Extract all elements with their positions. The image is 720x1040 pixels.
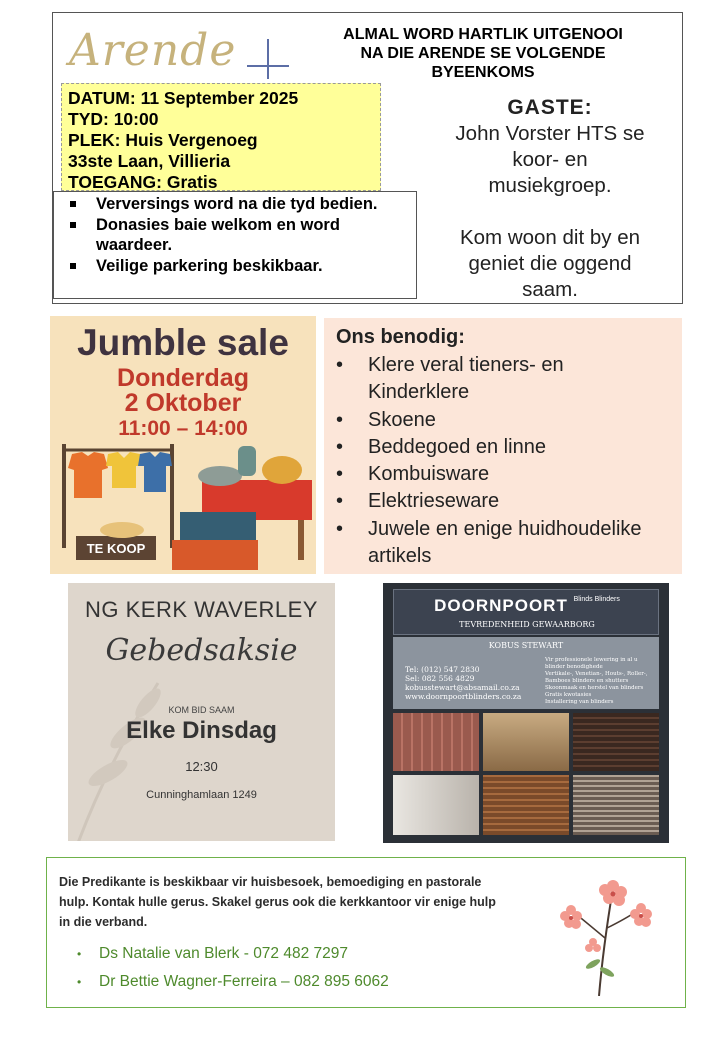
blinds-owner: KOBUS STEWART (488, 641, 564, 650)
needs-list-panel (324, 318, 682, 574)
prayer-day: Elke Dinsdag (126, 717, 277, 744)
jumble-title: Jumble sale (77, 322, 289, 363)
blinds-services: Vir professionele lewering in al u blinder benodighede Vertikale-, Venetian-, Houts-, Roller-, Bamboes blinders en shutters Skoonmaak en herstel van blinders Gratis kwotasies Installering van blinders (545, 657, 648, 705)
pastoral-text: Die Predikante is beskikbaar vir huisbesoek, bemoediging en pastorale hulp. Kontak hulle gerus. Skakel gerus ook die kerkkantoor vir enige hulp in die verband. (59, 875, 496, 929)
meeting-announcement (52, 12, 683, 304)
prayer-poster (68, 583, 335, 841)
pastoral-care-box (46, 857, 686, 1008)
detail-place: PLEK: Huis Vergenoeg (68, 130, 258, 150)
jumble-time: 11:00 – 14:00 (118, 417, 248, 440)
detail-time: TYD: 10:00 (68, 109, 159, 129)
prayer-tagline: KOM BID SAAM (168, 705, 235, 715)
detail-address: 33ste Laan, Villieria (68, 151, 231, 171)
prayer-title: Gebedsaksie (105, 633, 298, 668)
blinds-slogan: TEVREDENHEID GEWAARBORG (459, 620, 595, 629)
flower-illustration (541, 868, 669, 996)
needs-title: Ons benodig: (336, 326, 465, 348)
blinds-contact-card (393, 637, 659, 709)
list-item: • Beddegoed en linne (368, 434, 658, 461)
arende-logo (61, 23, 281, 83)
list-item: • Kombuisware (368, 461, 658, 488)
list-item: • Juwele en enige huidhoudelike artikels (368, 516, 658, 571)
blind-photo (483, 775, 569, 835)
list-item: Veilige parkering beskikbaar. (96, 256, 410, 277)
list-item: • Dr Bettie Wagner-Ferreira – 082 895 6062 (99, 968, 389, 996)
blinds-advert (383, 583, 669, 843)
detail-date: DATUM: 11 September 2025 (68, 88, 299, 108)
blind-photo (573, 713, 659, 771)
meeting-notes (53, 191, 417, 299)
blinds-contacts: Tel: (012) 547 2830 Sel: 082 556 4829 kobusstewart@absamail.co.za www.doornpoortblinders.co.za (405, 665, 522, 701)
jumble-date: Donderdag 2 Oktober (117, 364, 249, 417)
jumble-sale-poster (50, 316, 316, 574)
invitation-heading: ALMAL WORD HARTLIK UITGENOOI NA DIE ARENDE SE VOLGENDE BYEENKOMS (343, 26, 623, 81)
te-koop-sign: TE KOOP (86, 541, 146, 556)
prayer-address: Cunninghamlaan 1249 (146, 789, 257, 801)
guests-title: GASTE: (507, 96, 593, 119)
blinds-brand-small: Blinds Blinders (573, 596, 620, 603)
blind-photo (393, 713, 479, 771)
church-name: NG KERK WAVERLEY (85, 597, 318, 622)
list-item: Donasies baie welkom en word waardeer. (96, 215, 410, 256)
logo-text: Arende (69, 25, 237, 76)
detail-entry: TOEGANG: Gratis (68, 172, 218, 192)
list-item: Verversings word na die tyd bedien. (96, 194, 410, 215)
blinds-header (393, 589, 659, 635)
cross-icon (267, 39, 269, 79)
blinds-brand: DOORNPOORT (434, 596, 568, 615)
blind-photo (393, 775, 479, 835)
blind-photo (573, 775, 659, 835)
meeting-details (61, 83, 381, 191)
jumble-illustration (50, 436, 316, 574)
minister-contacts (59, 940, 389, 996)
list-item: • Skoene (368, 407, 658, 434)
prayer-time: 12:30 (185, 759, 218, 774)
guests-block: GASTE: John Vorster HTS se koor- en musiekgroep. Kom woon dit by en geniet die oggend saam. (419, 95, 681, 303)
blind-photo (483, 713, 569, 771)
list-item: • Elektrieseware (368, 488, 658, 515)
list-item: • Ds Natalie van Blerk - 072 482 7297 (99, 940, 389, 968)
list-item: • Klere veral tieners- en Kinderklere (368, 352, 648, 407)
